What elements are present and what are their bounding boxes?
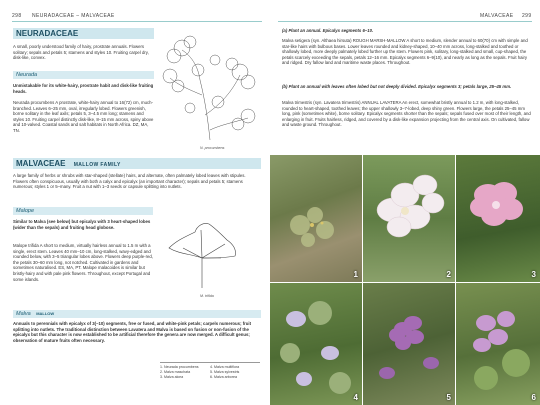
neurada-drawing-caption: N. procumbens xyxy=(200,146,225,150)
malva-heading: Malva xyxy=(16,311,31,317)
neuradaceae-intro: A small, poorly understood family of hairy, prostrate annuals. Flowers solitary; sepals and petals 5; stamens and styles 10. Fruiting carpel dry, disk-like, convex. xyxy=(13,44,149,61)
neurada-genus-heading: Neurada xyxy=(13,71,154,79)
photo-key xyxy=(160,362,260,380)
photo-key-item: 5. Malva sylvestris xyxy=(210,370,240,374)
malva-subheading: MALLOW xyxy=(36,311,55,316)
photo-number: 5 xyxy=(446,393,451,402)
photo-number: 6 xyxy=(531,393,536,402)
malvaceae-heading: MALVACEAE xyxy=(16,159,66,168)
neurada-drawing xyxy=(160,30,260,145)
neurada-species-text: Neurada procumbens A prostrate, white-hairy annual to 16(72) cm, much-branched. Leaves 6–25 mm, oval, irregularly lobed. Flowers greenish, borne solitary in the leaf axils; petals 5, 3–4.5 mm long; stamens and styles 10. Fruiting carpel distinctly disk-like, 8–15 mm across, spiny above and 10-valved. Coastal sands and salt habitats in North Africa. DZ, MA, TN. xyxy=(13,100,154,133)
right-page-number: 299 xyxy=(522,13,532,19)
malva-desc: Annuals to perennials with epicalyx of 3(–10) segments, free or fused, and white-pink petals; carpels numerous; fruit splitting into nutlets. The traditional distinction between Lavatera and Malva is based on fusion or non-fusion of the epicalyx but this character is now established to be artificial therefore the genera are now merged. A difficult genus; observation of mature fruits often necessary. xyxy=(13,321,252,343)
photo-neurada-procumbens xyxy=(270,155,362,282)
photo-number: 1 xyxy=(353,270,358,279)
photo-key-item: 2. Malva maschata xyxy=(160,370,191,374)
malva-heading-band xyxy=(13,310,261,318)
right-header-rule xyxy=(278,21,532,22)
photo-malva-moschata xyxy=(363,155,455,282)
left-page-number: 298 xyxy=(12,13,22,19)
left-running-head: NEURADACEAE – MALVACEAE xyxy=(32,13,115,19)
photo-malva-multiflora xyxy=(270,283,362,405)
malope-leaf-drawing xyxy=(163,218,241,290)
photo-key-item: 1. Neurada procumbens xyxy=(160,365,199,369)
malope-leaf-caption: M. trifida xyxy=(200,294,214,298)
photo-malva-alcea xyxy=(456,155,540,282)
left-header-rule xyxy=(12,21,262,22)
malope-species-text: Malope trifida A short to medium, virtually hairless annual to 1.5 m with a single, erect stem. Leaves 40 mm–10 cm, long-stalked, wavy-edged and rounded below, with 3–5 triangular lobes above. Flowers deep purple-red, the petals 30–60 mm long, not notched. Cultivated in gardens and sometimes naturalised. ES, MA, PT. Malope malacoides is similar but bristly-hairy and with pale pink flowers. Throughout, except Portugal and some islands. xyxy=(13,243,153,282)
malope-desc: Similar to Malva (see below) but epicalyx with 3 heart-shaped lobes (wider than the sepals) and fruiting head globose. xyxy=(13,219,151,230)
photo-malva-arborea xyxy=(456,283,540,405)
block-b-heading: (b) Plant an annual with leaves often lobed but not deeply divided. Epicalyx segments 3; petals large, 25–45 mm. xyxy=(282,84,512,89)
right-running-head: MALVACEAE xyxy=(480,13,514,19)
malope-heading: Malope xyxy=(13,207,153,215)
photo-key-item: 4. Malva multiflora xyxy=(210,365,240,369)
block-a-text: Malva setigera (syn. Althaea hirsuta) ROUGH MARSH-MALLOW A short to medium, slender annual to 60(70) cm with simple and star-like hairs with bulbous bases. Lower leaves rounded and kidney-shaped, 10–40 mm across, long-stalked and toothed or shallowly lobed, more deeply palmately lobed further up the stem. Flowers pink, solitary, long-stalked and small, cup-shaped, the petals scarcely exceeding the sepals, petals 12–16 mm. Epicalyx segments 6–9(10), and nearly as long as the sepals. Fruit hairy and ridged. Dry fallow land and maritime waste places. Throughout. xyxy=(282,38,528,66)
malvaceae-intro: A large family of herbs or shrubs with star-shaped (stellate) hairs, and alternate, often palmately lobed leaves with stipules. Flowers often conspicuous, usually with both a calyx and epicalyx (an important character); sepals and petals 5; stamens numerous; styles 1 or 5–many. Fruit a nut with 1–3 seeds or capsule splitting into nutlets. xyxy=(13,173,246,190)
photo-malva-sylvestris xyxy=(363,283,455,405)
photo-number: 3 xyxy=(531,270,536,279)
neurada-genus-desc: Unmistakable for its white-hairy, prostrate habit and disk-like fruiting heads. xyxy=(13,83,154,94)
photo-key-item: 6. Malva arborea xyxy=(210,375,237,379)
neuradaceae-heading: NEURADACEAE xyxy=(13,28,154,39)
photo-number: 4 xyxy=(353,393,358,402)
photo-number: 2 xyxy=(446,270,451,279)
malvaceae-heading-band xyxy=(13,158,261,169)
right-page xyxy=(270,0,540,405)
block-a-heading: (a) Plant an annual. Epicalyx segments 6–10. xyxy=(282,28,374,33)
malvaceae-subheading: MALLOW FAMILY xyxy=(73,162,121,168)
block-b-text: Malva trimestris (syn. Lavatera trimestris) ANNUAL LAVATERA An erect, somewhat bristly annual to 1.2 m, with long-stalked, rounded to heart-shaped, toothed leaves; the upper shallowly 3–7-lobed, deep shiny green. Flowers large, the petals 25–45 mm long, pink (sometimes white), borne solitary. Epicalyx segments shorter than the sepals; sepals fused over most of their length, and enlarging in fruit. Fruits hairless, ridged, and covered by a disk-like expansion projecting from the central axis. On cultivated, fallow and waste ground. Throughout. xyxy=(282,100,531,128)
photo-key-item: 3. Malva alcea xyxy=(160,375,184,379)
